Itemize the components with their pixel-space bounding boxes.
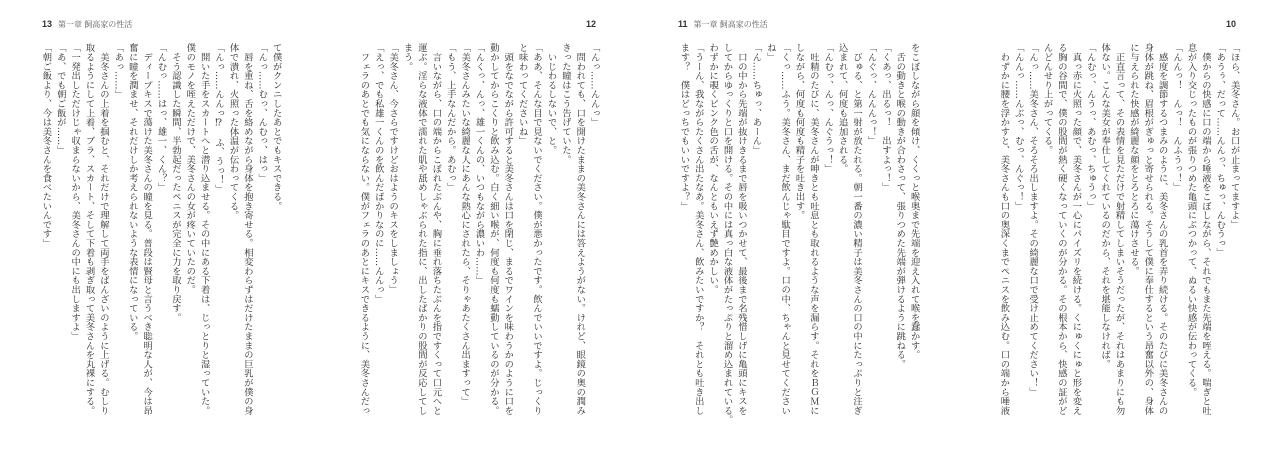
- text-line: 「ああ、そんな目で見ないでください。僕が悪かったです。飲んでいいですよ。じっくり: [531, 43, 543, 415]
- text-line: 正直言って、その表情を見ただけで射精してしまいそうだったが、それはあまりにも勿: [1113, 43, 1125, 415]
- text-line: 取るようにして上着、ブラ、スカート、そして下着も剥ぎ取って美冬さんを丸裸にする。: [83, 43, 95, 415]
- text-line: 「朝ご飯より、今は美冬さんを食べたいんです」: [40, 43, 52, 248]
- text-line: 「くっ……ふう。美冬さん、まだ飲んじゃ駄目ですよ。口の中、ちゃんと見せてください: [779, 43, 791, 415]
- text-line: 問われても、口を開けたままの美冬さんには答えようがない。けれど、眼鏡の奥の潤み: [574, 43, 586, 415]
- page-number: 10: [1226, 19, 1237, 29]
- text-line: きった瞳はこう告げていた。: [559, 43, 571, 164]
- text-line: 僕のモノを咥えただけで、美冬さんの女が疼いていたのだ。: [184, 43, 196, 295]
- text-line: 僕からの快感に口の端から唾液をこぼしながら、それでもまた先端を咥える。喘ぎと吐: [1199, 43, 1211, 415]
- text-line: 体で潰れ、火照った体温が伝わってくる。: [227, 43, 239, 220]
- text-line: 「んむっ、んっ、んぐうっ！」: [822, 43, 834, 174]
- text-line: 頭をなでながら許可すると美冬さんは口を閉じ、まるでワインを味わうかのように口を: [502, 43, 514, 415]
- text-line: 込まれて、何度も追加される。: [836, 43, 848, 174]
- text-line: 「んっ……んんっ」: [588, 43, 600, 127]
- text-line: 「んっ……美冬さん、そろそろ出しますよ。その綺麗な口で受け止めてください！」: [1027, 43, 1039, 397]
- text-line: 息が入り交じったものが張りつめた亀頭にぶつかって、ぬるい快感が伝わってくる。: [1185, 43, 1197, 397]
- text-line: と味わってくださいね」: [516, 43, 528, 146]
- text-line: 「えっ、でも私雄一くんのを飲んだばかりなのに……んんっ」: [372, 43, 384, 304]
- text-line: 「んっ……むっ、んむっ、はっ」: [256, 43, 268, 183]
- text-line: フェラのあとでも気にならない。僕がフェラのあとにキスできるように、美冬さんだっ: [358, 43, 370, 415]
- text-line: 真っ赤に火照った顔で、美冬さんが一心にパイズリを続ける。くにゅくにゅと形を変え: [1070, 43, 1082, 415]
- text-line: 言いながら、口の端からこぼれたぶんや、胸に垂れ落ちたぶんを指ですくって口元へと: [430, 43, 442, 415]
- text-line: 奮に瞳を潤ませ、それだけしか考えられないような表情になっている。: [126, 43, 138, 341]
- page-number: 12: [586, 19, 597, 29]
- text-line: 「美冬さん、今さらですけどおはようのキスをしましょう」: [387, 43, 399, 295]
- text-line: わずかに腰を浮かすと、美冬さんも口の奥深くまでペニスを飲み込む。口の端から唾液: [998, 43, 1010, 415]
- text-line: んどんせり上がってくる。: [1041, 43, 1053, 155]
- text-line: 「あうぅ、だって……んんっ、ちゅっ、んむうっ」: [1214, 43, 1226, 257]
- text-line: そう認識した瞬間、半勃起だったペニスが完全に力を取り戻す。: [169, 43, 181, 322]
- text-line: 「んんっ……んぶっ、むっ、んぐっ！」: [1012, 43, 1024, 211]
- text-line: 動かしてからこくりと飲み込む。白く細い喉が、何度も何度も蠕動しているのが分かる。: [487, 43, 499, 415]
- text-line: 「んむっ、んうっ、あむっ、ちゅうっ」: [1084, 43, 1096, 211]
- page-body: [676, 43, 921, 423]
- page-number: 11: [678, 19, 688, 29]
- text-line: 吐精のたびに、美冬さんが呻きとも吐息とも取れるような声を漏らす。それをＢＧＭに: [807, 43, 819, 415]
- chapter-title: 第一章 飼高家の性活: [58, 20, 133, 29]
- text-line: ディープキスで蕩けた美冬さんの瞳を見る。普段は賢母と言うべき聡明な人が、今は昂: [141, 43, 153, 415]
- text-line: 「んむっ……はっ、雄一、くん？」: [155, 43, 167, 192]
- page-body: [356, 43, 601, 423]
- page-number: 13: [42, 19, 53, 29]
- text-line: しながら、何度も何度も精子を吐き出す。: [793, 43, 805, 220]
- chapter-title: 第一章 飼高家の性活: [693, 20, 768, 29]
- text-line: いじわるしないで、と。: [545, 43, 557, 155]
- text-line: 舌の動きと喉の動きが合わさって、張りつめた先端が弾けるように跳ねる。: [894, 43, 906, 369]
- text-line: 唇を重ね、舌を絡めながら身体を抱き寄せる。相変わらずはだけたままの巨乳が僕の身: [241, 43, 253, 415]
- text-line: 感度を調節するつまみのように、美冬さんの乳首を弄り続ける。そのたびに美冬さんの: [1156, 43, 1168, 415]
- page-body: [996, 43, 1241, 423]
- text-line: 「美冬さんみたいな綺麗な人にあんな熱心にされたら、そりゃあたくさん出ますって」: [459, 43, 471, 406]
- text-line: 「くあっ、出るっ！ 出すよっ！」: [879, 43, 891, 192]
- text-line: 運ぶ。淫らな液体で濡れた肌や舐めしゃぶられた指に、出したばかりの股間が反応してし: [415, 43, 427, 415]
- text-line: 「一発出しただけじゃ収まらないから、美冬さんの中にも出しますよ」: [69, 43, 81, 341]
- text-line: る胸の谷間で、僕の股間が熱く硬くなっていくのが分かる。その根本から、快感の証がど: [1055, 43, 1067, 415]
- text-line: 美冬さんの上着を掴むと、それだけで理解して両手をばんざいのように上げる。むしり: [97, 43, 109, 415]
- text-line: 「んぐっ、んんんっ！」: [865, 43, 877, 146]
- text-line: してからゆっくりと口を開ける。その中には真っ白な液体がたっぷりと溜め込まれている。: [721, 43, 733, 425]
- text-line: 「んんっ！ んっ！ んふうっ！」: [1171, 43, 1183, 192]
- page-body: [38, 43, 283, 423]
- text-line: 開いた手をスカートへと潜り込ませる。その中にある下着は、じっとりと湿っていた。: [198, 43, 210, 415]
- text-line: わずかに覗くピンク色の舌が、なんともいえず艶めかしい。: [707, 43, 719, 295]
- text-line: 口の中から先端が抜けきるまで唇を吸いつかせて、最後まで名残惜しげに亀頭にキスを: [735, 43, 747, 415]
- text-line: 「うーん、我ながらたくさん出たなあ。美冬さん、飲みたいですか？ それとも吐き出し: [692, 43, 704, 415]
- text-line: 「もう、上手なんだから。あむっ」: [444, 43, 456, 192]
- running-header: [1226, 19, 1242, 29]
- running-header: [42, 19, 132, 30]
- text-line: 「ほら、美冬さん。お口が止まってますよ」: [1228, 43, 1240, 229]
- text-line: 「んくっ、んっ、雄一くんの、いつもながら濃いわ……」: [473, 43, 485, 285]
- text-line: て僕がクンニしたあとでもキスできる。: [270, 43, 282, 211]
- text-line: 身体が跳ね、眉根がぎゅっと寄せられる。そうして僕に奉仕するという昂奮以外の、身体: [1142, 43, 1154, 415]
- text-line: まう。: [401, 43, 413, 71]
- text-line: 体ない。こんな美女が奉仕してくれているのだから、それを堪能しなければ。: [1099, 43, 1111, 369]
- text-line: 「ん……ちゅっ、あーん」: [750, 43, 762, 155]
- running-header: [678, 19, 768, 30]
- text-line: びゅる、と第一射が放たれる。朝一番の濃い精子は美冬さんの口の中にたっぷりと注ぎ: [851, 43, 863, 415]
- text-line: ね」: [764, 43, 776, 62]
- text-line: 「あ、でも朝ご飯が……」: [54, 43, 66, 155]
- text-line: 「んっ……んんっ⁉ ふ、うっ！」: [213, 43, 225, 194]
- text-line: 「あっ……」: [112, 43, 124, 99]
- text-line: ます？ 僕はどっちでもいいですよ？」: [678, 43, 690, 211]
- running-header: [586, 19, 602, 29]
- text-line: に与えられた快感が綺麗な顔をとろとろに蕩けさせる。: [1127, 43, 1139, 276]
- text-line: をこぼしながら顔を傾け、くくっと喉奥まで先端を迎え入れて喉を蠢かす。: [908, 43, 920, 360]
